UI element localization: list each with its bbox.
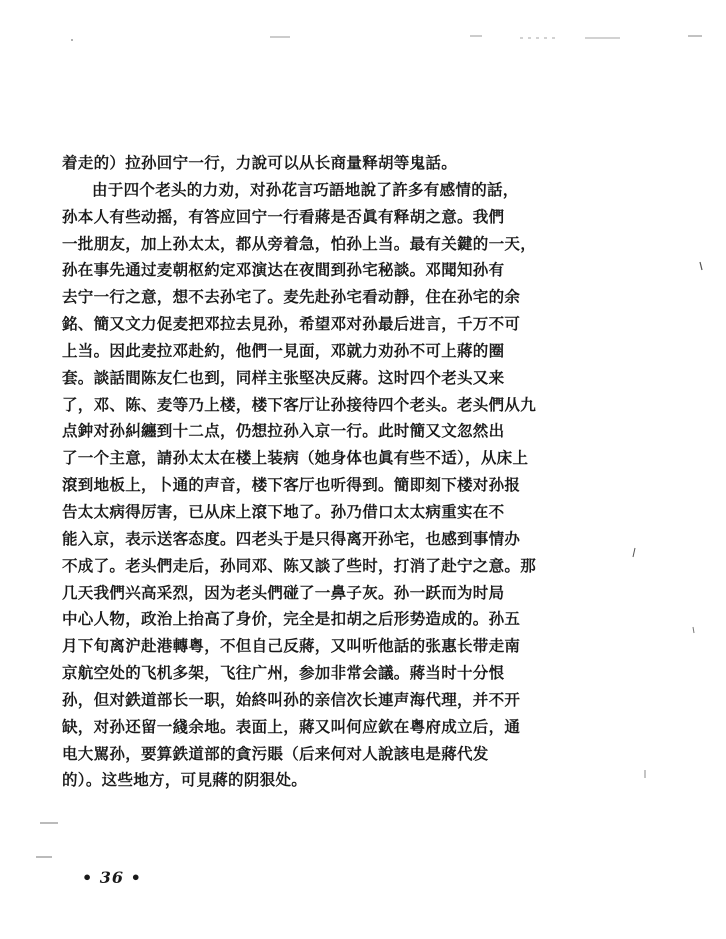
- text-line: 京航空处的飞机多架，飞往广州，参加非常会議。蔣当时十分恨: [62, 663, 505, 683]
- body-text: [62, 150, 586, 794]
- text-line: 不成了。老头們走后，孙同邓、陈又談了些时，打消了赴宁之意。那: [62, 555, 537, 575]
- text-line: 一批朋友，加上孙太太，都从旁着急，怕孙上当。最有关鍵的一天，: [62, 233, 537, 253]
- text-line: 月下旬离沪赴港轉粤，不但自己反蔣，又叫听他話的张惠长带走南: [62, 636, 521, 656]
- text-line: 点鈡对孙糾纏到十二点，仍想拉孙入京一行。此时簡又文忽然出: [62, 421, 505, 441]
- text-line: 缺，对孙还留一綫余地。表面上，蔣又叫何应欽在粤府成立后，通: [62, 716, 521, 736]
- text-line: 上当。因此麦拉邓赴約，他們一見面，邓就力劝孙不可上蔣的圈: [62, 340, 505, 360]
- text-line: 由于四个老头的力劝，对孙花言巧語地說了許多有感情的話，: [92, 179, 519, 199]
- text-line: 滾到地板上，卜通的声音，楼下客厅也听得到。簡即刻下楼对孙报: [62, 475, 521, 495]
- text-line: 孙在事先通过麦朝枢約定邓演达在夜間到孙宅秘談。邓聞知孙有: [62, 260, 505, 280]
- text-line: 了，邓、陈、麦等乃上楼，楼下客厅让孙接待四个老头。老头們从九: [62, 394, 537, 414]
- text-line: 告太太病得厉害，已从床上滾下地了。孙乃借口太太病重实在不: [62, 501, 505, 521]
- text-line: 着走的）拉孙回宁一行，力說可以从长商量释胡等鬼話。: [62, 153, 458, 172]
- text-line: 电大駡孙，要算鉄道部的貪污賬（后来何对人說該电是蔣代发: [62, 743, 489, 763]
- text-line: 套。談話間陈友仁也到，同样主张堅决反蔣。这时四个老头又来: [62, 367, 505, 387]
- text-line: 孙本人有些动摇，有答应回宁一行看蔣是否眞有释胡之意。我們: [62, 206, 505, 226]
- text-line: 中心人物，政治上抬高了身价，完全是扣胡之后形势造成的。孙五: [62, 609, 521, 629]
- text-line: 了一个主意，請孙太太在楼上装病（她身体也眞有些不适），从床上: [62, 448, 529, 468]
- text-line: 去宁一行之意，想不去孙宅了。麦先赴孙宅看动靜，住在孙宅的余: [62, 287, 521, 307]
- text-line: 能入京，表示送客态度。四老头于是只得离开孙宅，也感到事情办: [62, 528, 521, 548]
- text-line: 孙，但对鉄道部长一职，始終叫孙的亲信次长連声海代理，并不开: [62, 689, 521, 709]
- text-line: 几天我們兴高采烈，因为老头們碰了一鼻子灰。孙一跃而为时局: [62, 582, 505, 602]
- page-number: • 36 •: [82, 868, 142, 887]
- text-line: 銘、簡又文力促麦把邓拉去見孙，希望邓对孙最后进言，千万不可: [62, 314, 521, 334]
- text-line: 的）。这些地方，可見蔣的阴狠处。: [62, 770, 308, 790]
